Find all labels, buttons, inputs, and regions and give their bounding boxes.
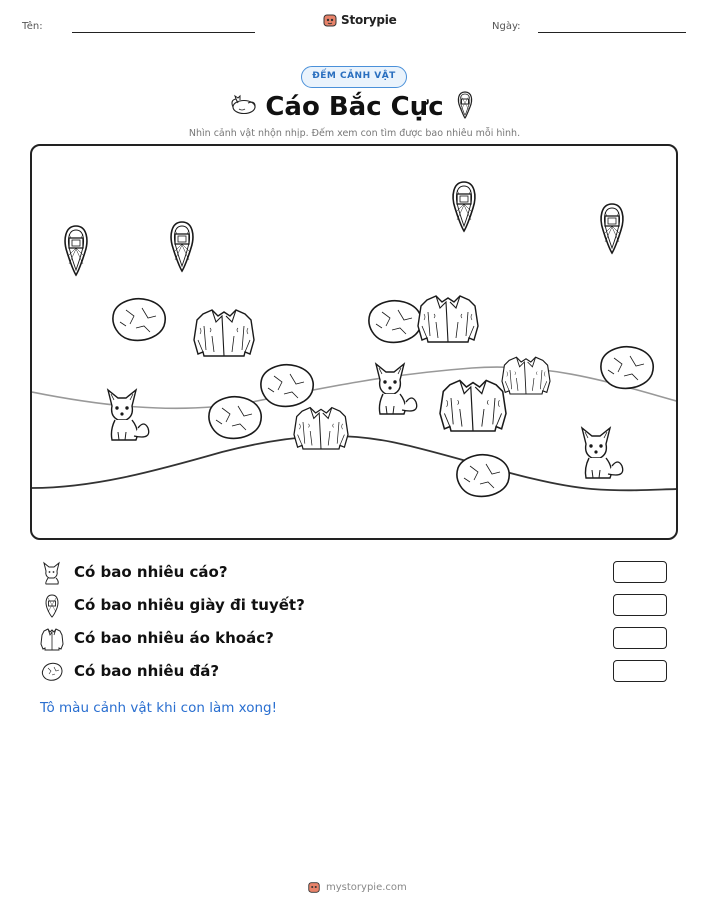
rock-2	[369, 301, 421, 343]
name-line[interactable]	[72, 32, 255, 33]
snowshoe-1	[65, 226, 87, 275]
coat-2	[418, 296, 478, 342]
question-coat: Có bao nhiêu áo khoác?	[74, 629, 274, 647]
answer-box-coat[interactable]	[613, 627, 667, 649]
rock-icon	[40, 660, 64, 684]
coat-3	[502, 357, 550, 394]
question-row-fox	[40, 561, 680, 585]
rock-4	[261, 365, 313, 407]
snowshoe-2	[171, 222, 193, 271]
instructions: Nhìn cảnh vật nhộn nhịp. Đếm xem con tìm được bao nhiêu mỗi hình.	[188, 128, 521, 139]
coat-4	[440, 380, 506, 431]
question-rock: Có bao nhiêu đá?	[74, 662, 220, 680]
scene-illustration	[32, 146, 678, 540]
name-label: Tên:	[22, 21, 43, 32]
snowshoe-icon	[40, 594, 64, 618]
category-badge: ĐẾM CẢNH VẬT	[301, 66, 407, 88]
brand-logo	[322, 12, 397, 28]
rock-5	[209, 397, 261, 439]
coat-1	[194, 310, 254, 356]
coat-5	[294, 408, 348, 449]
answer-box-rock[interactable]	[613, 660, 667, 682]
page-title: Cáo Bắc Cực	[265, 92, 444, 122]
rock-6	[457, 455, 509, 497]
snowshoe-4	[601, 204, 623, 253]
question-snowshoe: Có bao nhiêu giày đi tuyết?	[74, 596, 305, 614]
storypie-logo-icon	[322, 12, 338, 28]
question-row-snowshoe	[40, 594, 680, 618]
rock-1	[113, 299, 165, 341]
storypie-logo-icon	[307, 880, 321, 894]
coat-icon	[40, 627, 64, 651]
fox-1	[108, 390, 149, 440]
date-line[interactable]	[538, 32, 686, 33]
footer	[307, 880, 407, 894]
question-row-rock	[40, 660, 680, 684]
fox-icon	[40, 561, 64, 585]
question-fox: Có bao nhiêu cáo?	[74, 563, 228, 581]
answer-box-snowshoe[interactable]	[613, 594, 667, 616]
fox-2	[376, 364, 417, 414]
snowshoe-3	[453, 182, 475, 231]
fox-3	[582, 428, 623, 478]
footer-url[interactable]: mystorypie.com	[326, 881, 407, 893]
date-label: Ngày:	[492, 21, 521, 32]
snowshoe-icon	[456, 91, 474, 119]
question-row-coat	[40, 627, 680, 651]
answer-box-fox[interactable]	[613, 561, 667, 583]
counting-scene	[30, 144, 678, 540]
brand-name: Storypie	[341, 13, 397, 27]
rock-3	[601, 347, 653, 389]
coloring-note: Tô màu cảnh vật khi con làm xong!	[40, 700, 278, 716]
